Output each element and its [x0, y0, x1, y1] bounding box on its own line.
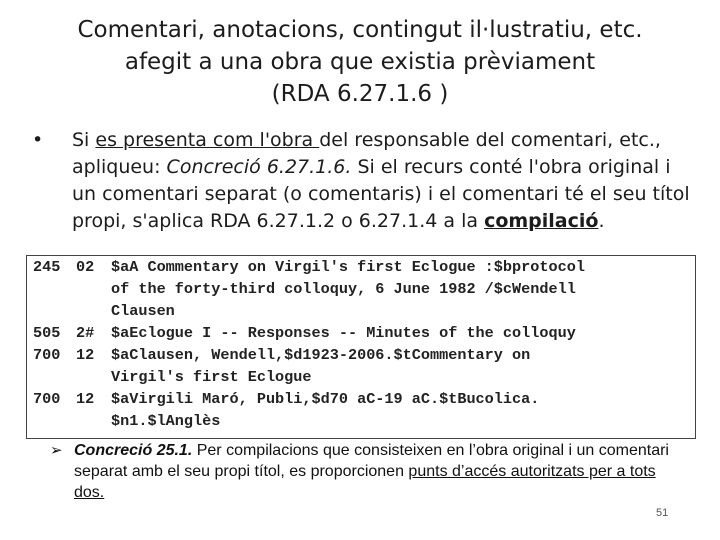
marc-line: $aVirgili Maró, Publi,$d70 aC-19 aC.$tBucolica. — [111, 390, 540, 408]
marc-line: Clausen — [111, 302, 175, 320]
marc-tag: 245 — [33, 258, 61, 276]
bullet-part-7: . — [598, 210, 605, 232]
title-line-3: (RDA 6.27.1.6 ) — [271, 81, 449, 107]
marc-line: Virgil's first Eclogue — [111, 368, 312, 386]
marc-line: $aEclogue I -- Responses -- Minutes of the colloquy — [111, 324, 576, 342]
title-line-1: Comentari, anotacions, contingut il·lustratiu, etc. — [77, 17, 643, 43]
marc-line: of the forty-third colloquy, 6 June 1982 /$cWendell — [111, 280, 576, 298]
note-part-1: Per compilacions que consisteixen en l’obra original i un comentari separat amb el seu propi títol, es proporcionen — [74, 442, 669, 480]
title-line-2: afegit a una obra que existia prèviament — [124, 49, 596, 75]
slide-title — [40, 14, 680, 110]
bullet-part-5: Si el recurs conté l'obra original i un comentari separat (o comentaris) i el comentari té el seu títol propi, s'aplica RDA 6.27.1.2 o 6.27.1.4 a la — [72, 156, 690, 232]
marc-field-content — [111, 322, 695, 344]
marc-field-row — [27, 256, 695, 322]
marc-tag: 505 — [33, 324, 61, 342]
page-number: 51 — [656, 507, 669, 519]
marc-field-row — [27, 344, 695, 388]
bullet-part-1: Si — [72, 129, 96, 151]
marc-line: $aClausen, Wendell,$d1923-2006.$tCommentary on — [111, 346, 531, 364]
note-rule-reference: Concreció 25.1. — [74, 442, 193, 459]
main-bullet — [32, 127, 692, 235]
bullet-text — [72, 127, 692, 235]
note-text — [74, 440, 680, 503]
marc-field-row — [27, 322, 695, 344]
marc-indicators: 12 — [76, 390, 95, 408]
bullet-rule-reference: Concreció 6.27.1.6. — [166, 156, 352, 178]
marc-tag: 700 — [33, 346, 61, 364]
marc-field-row — [27, 388, 695, 432]
bullet-dot: • — [32, 129, 44, 151]
bullet-compilation-term: compilació — [484, 210, 599, 232]
bullet-underlined-phrase: es presenta com l'obra — [95, 129, 320, 151]
marc-line: $aA Commentary on Virgil's first Eclogue :$bprotocol — [111, 258, 585, 276]
note-underlined-phrase: punts d’accés autoritzats per a tots dos. — [74, 463, 656, 501]
bullet-part-3: del responsable del comentari, etc., apliqueu: — [72, 129, 661, 178]
sub-bullet-note — [50, 440, 680, 503]
marc-indicators: 2# — [76, 324, 95, 342]
marc-field-content — [111, 388, 695, 432]
marc-field-content — [111, 344, 695, 388]
marc-line: $n1.$lAnglès — [111, 412, 221, 430]
marc-indicators: 02 — [76, 258, 95, 276]
marc-tag: 700 — [33, 390, 61, 408]
arrow-bullet-icon: ➢ — [50, 442, 63, 459]
marc-indicators: 12 — [76, 346, 95, 364]
marc-record-box — [26, 255, 696, 439]
marc-field-content — [111, 256, 695, 322]
